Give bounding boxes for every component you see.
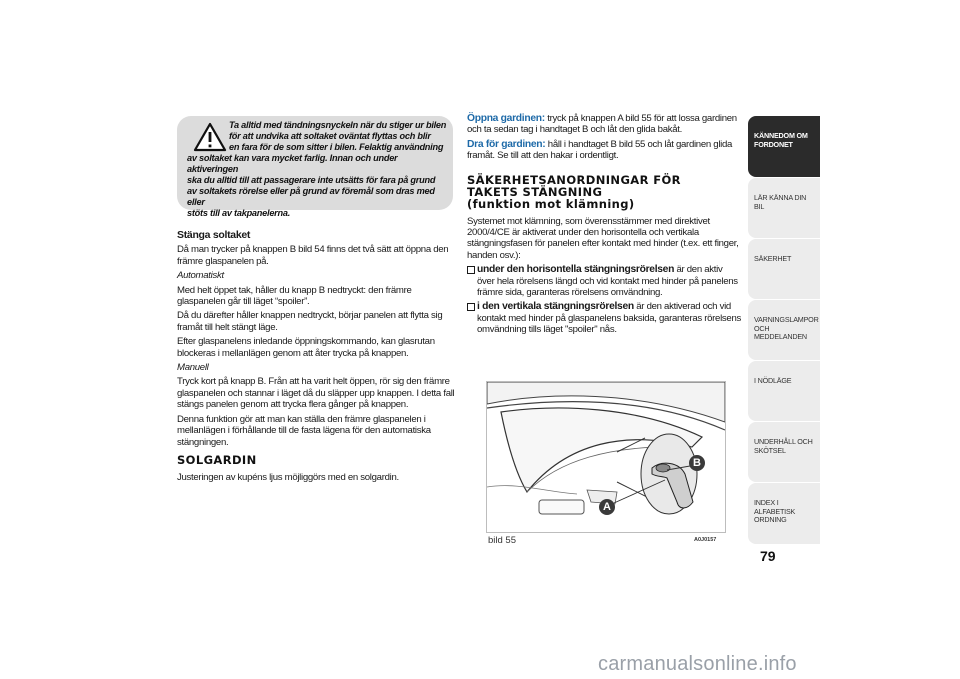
tab-label: SÄKERHET [754,254,792,263]
tab-index[interactable] [748,483,820,544]
tab-label: I NÖDLÄGE [754,376,792,385]
tab-label: INDEX I ALFABETISK [754,498,796,516]
warning-line: en fara för de som sitter i bilen. Felaktig användning [229,142,444,152]
paragraph-close-sunblind [467,139,742,162]
paragraph: Med helt öppet tak, håller du knapp B nedtryckt: den främre glaspanelen går till läget “spoiler”. [177,284,412,308]
right-column [467,113,742,339]
tab-label: UNDERHÅLL OCH [754,437,813,446]
section-line: (funktion mot klämning) [467,196,635,211]
warning-line: av soltaket kan vara mycket farlig. Innan och under aktiveringen [187,153,398,174]
heading-close-sunroof: Stänga soltaket [177,229,251,241]
section-line: SÄKERHETSANORDNINGAR FÖR [467,172,681,187]
leader-lines [487,382,725,532]
paragraph: Efter glaspanelens inledande öppningskommando, kan glasrutan blockeras i mellanlägen genom att åter trycka på knappen. [177,336,435,359]
warning-line: av soltakets rörelse eller på grund av föremål som dras med eller [187,186,435,207]
section-heading-safety [467,174,742,210]
tab-label: VARNINGSLAMPOR [754,315,819,324]
subheading-manual: Manuell [177,362,209,374]
lead-open: Öppna gardinen: [467,113,545,124]
left-column [177,230,455,486]
marker-a-label: A [603,501,611,513]
tab-label: ORDNING [754,515,787,524]
paragraph-open-sunblind [467,113,742,136]
paragraph: Då man trycker på knappen B bild 54 finns det två sätt att öppna den främre glaspanelen på. [177,244,449,267]
paragraph: Denna funktion gör att man kan ställa den främre glaspanelen i mellanlägen i förhållande till de fasta lägena för den automatiska stängningen. [177,413,431,448]
text-open: tryck på knappen A bild 55 för att lossa gardinen och ta sedan tag i handtaget B och låt den glida bakåt. [467,113,737,136]
tab-underhall-och-skotsel[interactable] [748,422,820,482]
bullet-lead: under den horisontella stängningsrörelsen [477,264,675,276]
tab-lar-kanna-din-bil[interactable] [748,178,820,238]
text-pull: håll i handtaget B bild 55 och låt gardinen glida framåt. Se till att den hakar i ordentligt. [467,138,733,162]
lead-pull: Dra för gardinen: [467,138,546,150]
bullet-lead: i den vertikala stängningsrörelsen [477,301,634,313]
bullet-item [467,264,742,298]
bullet-text: är den aktiv över hela rörelsens längd och vid kontakt med hinder på panelens främre sida, garanteras rörelsens omvändning. [477,264,738,299]
checkbox-bullet-icon [467,303,475,311]
tab-label: KÄNNEDOM OM [754,131,808,140]
figure-caption: bild 55 [488,535,516,546]
tab-label: OCH MEDDELANDEN [754,323,807,341]
figure-sunblind [486,381,726,533]
subheading-automatic: Automatiskt [177,270,224,282]
warning-line: Ta alltid med tändningsnyckeln när du stiger ur bilen [229,120,447,130]
warning-box [177,116,453,218]
paragraph: Systemet mot klämning, som överensstämmer med direktivet 2000/4/CE är aktiverat under den horisontella och vertikala stängningsfasen för panelen efter kontakt med hinder (t.ex. ett finger, handen osv.): [467,215,739,261]
warning-line: ska du alltid till att passagerare inte utsätts för fara på grund [187,175,436,185]
figure-code: A0J0157 [694,537,717,543]
page-number: 79 [760,548,776,564]
tab-sakerhet[interactable] [748,239,820,299]
warning-line: stöts till av takpanelerna. [187,208,291,218]
paragraph: Då du därefter håller knappen nedtryckt, börjar panelen att flytta sig framåt till helt stängt läge. [177,310,443,333]
tab-label: LÄR KÄNNA DIN BIL [754,193,807,211]
marker-b-label: B [693,457,701,469]
bullet-item [467,301,742,335]
tab-varningslampor[interactable] [748,300,820,360]
warning-text [187,120,449,219]
watermark: carmanualsonline.info [598,653,797,675]
section-heading-sunblind: SOLGARDIN [177,452,257,467]
bullet-text: är den aktiverad och vid kontakt med hinder på glaspanelens baksida, garanteras rörelsens omvändning tills läget "spoiler" nås. [477,301,741,336]
tab-label: FORDONET [754,139,793,149]
tab-i-nodlage[interactable] [748,361,820,421]
tab-kannedom-om-fordonet[interactable] [748,116,820,177]
paragraph: Justeringen av kupéns ljus möjliggörs med en solgardin. [177,471,399,483]
section-line: TAKETS STÄNGNING [467,184,603,199]
warning-line: för att undvika att soltaket oväntat flyttas och blir [229,131,431,141]
paragraph: Tryck kort på knapp B. Från att ha varit helt öppen, rör sig den främre glaspanelen och stannar i läget då du släpper upp knappen. I detta fall stängs panelen genom att trycka flera gånger på knappen. [177,376,455,411]
tab-label: SKÖTSEL [754,445,786,455]
checkbox-bullet-icon [467,266,475,274]
